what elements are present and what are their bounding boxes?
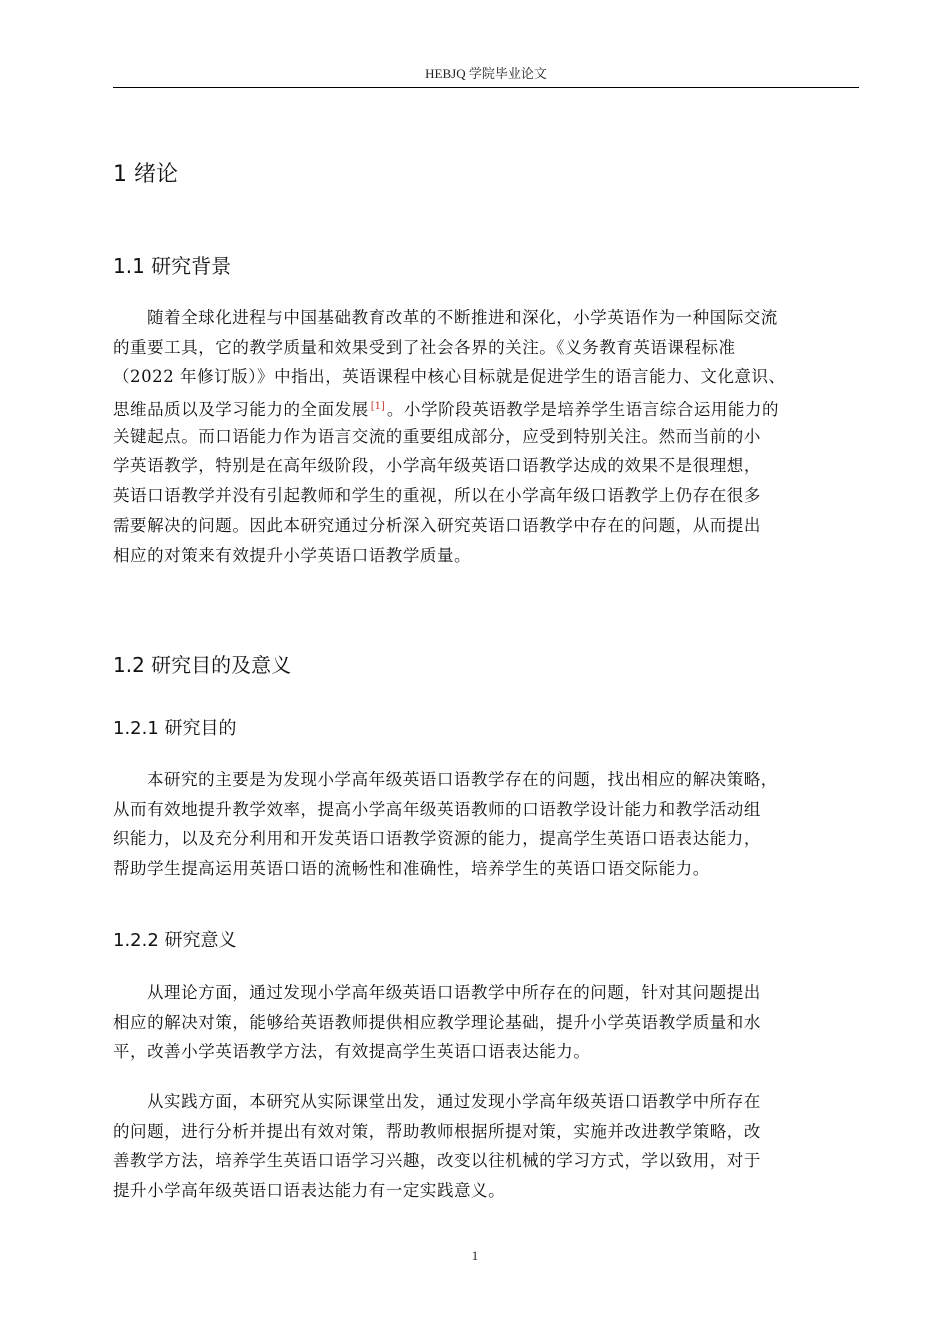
paragraph-line <box>113 392 859 422</box>
section-1-1-paragraph <box>113 303 859 570</box>
paragraph-line: 平，改善小学英语教学方法，有效提高学生英语口语表达能力。 <box>113 1042 591 1062</box>
paragraph-line: 英语口语教学并没有引起教师和学生的重视，所以在小学高年级口语教学上仍存在很多 <box>113 486 761 506</box>
paragraph-line: 善教学方法，培养学生英语口语学习兴趣，改变以往机械的学习方式，学以致用，对于 <box>113 1151 761 1171</box>
section-1-2-2-title: 1.2.2 研究意义 <box>113 930 237 951</box>
page-header <box>113 66 859 88</box>
paragraph-line: 相应的对策来有效提升小学英语口语教学质量。 <box>113 545 472 565</box>
paragraph-line: 从而有效地提升教学效率，提高小学高年级英语教师的口语教学设计能力和教学活动组 <box>113 799 761 819</box>
section-1-2-2-paragraph-1 <box>113 978 859 1067</box>
section-1-2-title: 1.2 研究目的及意义 <box>113 653 292 677</box>
paragraph-line: 帮助学生提高运用英语口语的流畅性和准确性，培养学生的英语口语交际能力。 <box>113 859 710 879</box>
section-1-2-2-paragraph-2 <box>113 1087 859 1206</box>
section-1-2-1-paragraph <box>113 765 859 884</box>
paragraph-line-part: 思维品质以及学习能力的全面发展 <box>113 400 369 420</box>
paragraph-line: 的重要工具，它的教学质量和效果受到了社会各界的关注。《义务教育英语课程标准 <box>113 337 736 357</box>
section-1-1-title: 1.1 研究背景 <box>113 254 232 278</box>
paragraph-line: 需要解决的问题。因此本研究通过分析深入研究英语口语教学中存在的问题，从而提出 <box>113 515 761 535</box>
section-1-2-1-title: 1.2.1 研究目的 <box>113 718 237 739</box>
paragraph-line: 的问题，进行分析并提出有效对策，帮助教师根据所提对策，实施并改进教学策略，改 <box>113 1121 761 1141</box>
paragraph-line: 织能力，以及充分利用和开发英语口语教学资源的能力，提高学生英语口语表达能力， <box>113 829 761 849</box>
citation-marker[interactable]: [1] <box>370 401 385 413</box>
paragraph-line: 关键起点。而口语能力作为语言交流的重要组成部分，应受到特别关注。然而当前的小 <box>113 426 761 446</box>
chapter-title: 1 绪论 <box>113 162 178 187</box>
paragraph-line: 学英语教学，特别是在高年级阶段，小学高年级英语口语教学达成的效果不是很理想， <box>113 456 761 476</box>
paragraph-line: 从实践方面，本研究从实际课堂出发，通过发现小学高年级英语口语教学中所存在 <box>147 1092 761 1111</box>
paragraph-line: 提升小学高年级英语口语表达能力有一定实践意义。 <box>113 1181 506 1201</box>
paragraph-line: 随着全球化进程与中国基础教育改革的不断推进和深化，小学英语作为一种国际交流 <box>147 308 778 327</box>
header-title: HEBJQ 学院毕业论文 <box>425 66 547 81</box>
page-number: 1 <box>471 1248 479 1263</box>
paragraph-line-part: 。小学阶段英语教学是培养学生语言综合运用能力的 <box>386 400 780 420</box>
paragraph-line: （2022 年修订版）》中指出，英语课程中核心目标就是促进学生的语言能力、文化意识、 <box>113 367 786 387</box>
paragraph-line: 本研究的主要是为发现小学高年级英语口语教学存在的问题，找出相应的解决策略， <box>147 770 778 789</box>
paragraph-line: 相应的解决对策，能够给英语教师提供相应教学理论基础，提升小学英语教学质量和水 <box>113 1012 761 1032</box>
paragraph-line: 从理论方面，通过发现小学高年级英语口语教学中所存在的问题，针对其问题提出 <box>147 983 761 1002</box>
